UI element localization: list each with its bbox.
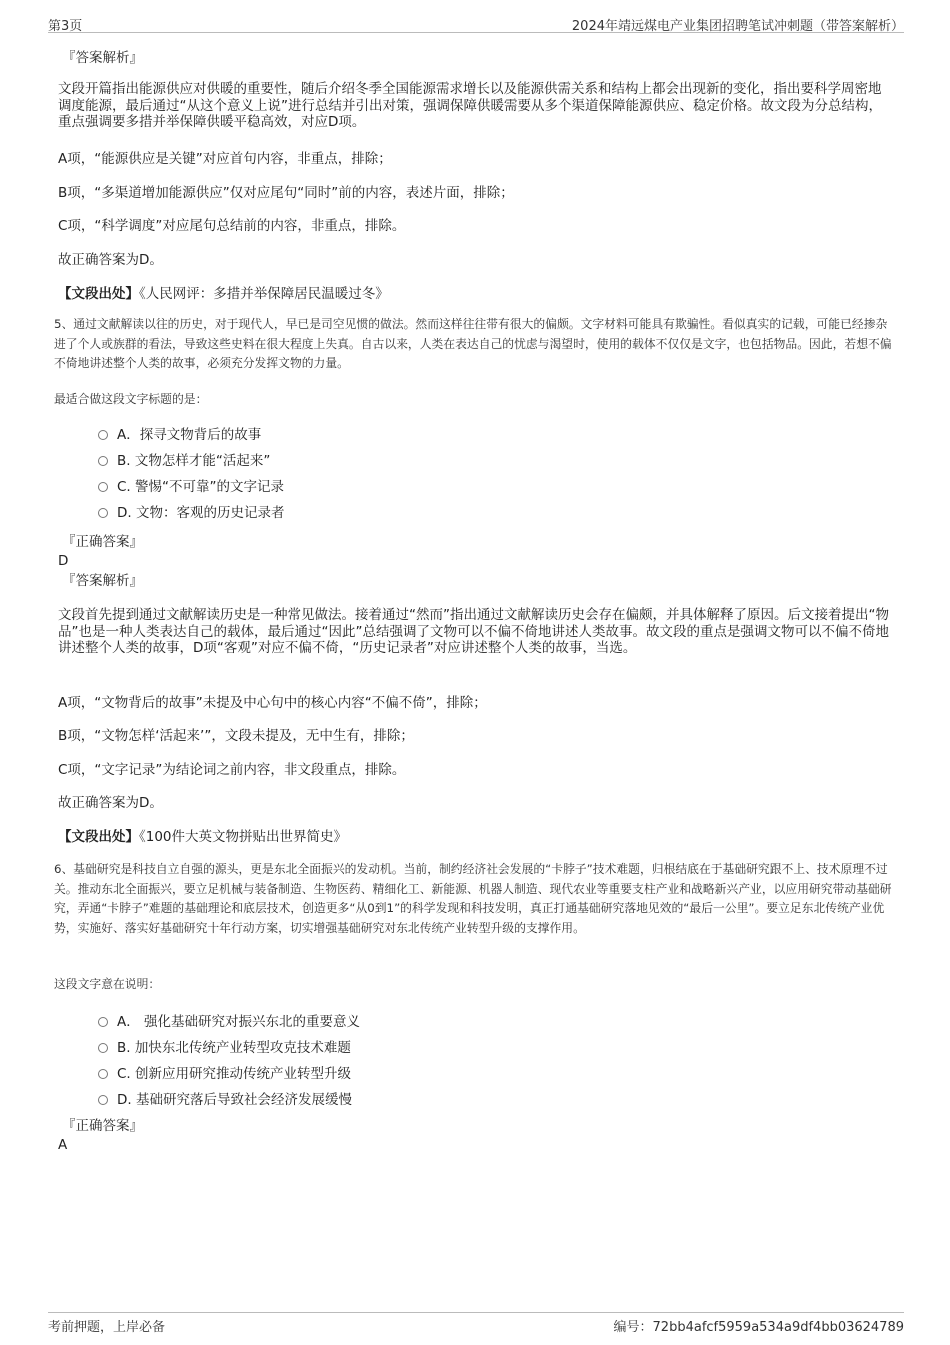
q4-point-b: B项，“多渠道增加能源供应”仅对应尾句“同时”前的内容，表述片面，排除；	[58, 185, 514, 201]
q5-option-a[interactable]	[98, 426, 261, 444]
q6-option-b[interactable]	[98, 1039, 351, 1057]
page-number: 第3页	[48, 19, 83, 34]
q4-source-text: 《人民网评：多措并举保障居民温暖过冬》	[139, 286, 389, 302]
page-footer	[48, 1312, 904, 1335]
document-title: 2024年靖远煤电产业集团招聘笔试冲刺题（带答案解析）	[571, 19, 904, 34]
q5-option-a-text: A．探寻文物背后的故事	[117, 427, 262, 443]
footer-slogan: 考前押题，上岸必备	[48, 1320, 166, 1335]
q4-conclusion: 故正确答案为D。	[58, 252, 163, 268]
radio-icon[interactable]	[98, 482, 108, 492]
page-header	[48, 14, 904, 33]
radio-icon[interactable]	[98, 508, 108, 518]
q5-option-b-text: B. 文物怎样才能“活起来”	[117, 453, 271, 469]
radio-icon[interactable]	[98, 430, 108, 440]
q6-option-c-text: C. 创新应用研究推动传统产业转型升级	[117, 1066, 352, 1082]
q5-stem: 5、通过文献解读以往的历史，对于现代人，早已是司空见惯的做法。然而这样往往带有很大的偏颇。文字材料可能具有欺骗性。看似真实的记载，可能已经掺杂进了个人或族群的看法，导致这些史料在很大程度上失真。自古以来，人类在表达自己的忧虑与渴望时，使用的载体不仅仅是文字，也包括物品。因此，若想不偏不倚地讲述整个人类的故事，必须充分发挥文物的力量。	[54, 317, 892, 370]
q5-point-b: B项，“文物怎样‘活起来’”，文段未提及，无中生有，排除；	[58, 728, 414, 744]
q5-option-d[interactable]	[98, 504, 284, 522]
radio-icon[interactable]	[98, 1017, 108, 1027]
q5-analysis-text: 文段首先提到通过文献解读历史是一种常见做法。接着通过“然而”指出通过文献解读历史会存在偏颇，并具体解释了原因。后文接着提出“物品”也是一种人类表达自己的载体，最后通过“因此”总结强调了文物可以不偏不倚地讲述人类故事。故文段的重点是强调文物可以不偏不倚地讲述整个人类的故事，D项“客观”对应不偏不倚，“历史记录者”对应讲述整个人类的故事，当选。	[58, 607, 889, 656]
q6-answer-label: 『正确答案』	[62, 1118, 143, 1134]
q6-option-b-text: B. 加快东北传统产业转型攻克技术难题	[117, 1040, 351, 1056]
q5-option-c-text: C. 警惕“不可靠”的文字记录	[117, 479, 284, 495]
q5-answer: D	[58, 553, 69, 569]
radio-icon[interactable]	[98, 1095, 108, 1105]
q4-analysis-label: 『答案解析』	[62, 50, 143, 66]
q5-option-b[interactable]	[98, 452, 270, 470]
q6-option-a-text: A． 强化基础研究对振兴东北的重要意义	[117, 1014, 361, 1030]
q5-conclusion: 故正确答案为D。	[58, 795, 163, 811]
q5-source	[58, 829, 347, 846]
radio-icon[interactable]	[98, 1043, 108, 1053]
q6-option-a[interactable]	[98, 1013, 360, 1031]
q4-analysis-text: 文段开篇指出能源供应对供暖的重要性，随后介绍冬季全国能源需求增长以及能源供需关系和结构上都会出现新的变化，指出要科学周密地调度能源，最后通过“从这个意义上说”进行总结并引出对策，强调保障供暖需要从多个渠道保障能源供应、稳定价格。故文段为分总结构，重点强调要多措并举保障供暖平稳高效，对应D项。	[58, 81, 882, 130]
q6-option-d-text: D. 基础研究落后导致社会经济发展缓慢	[117, 1092, 352, 1108]
q5-source-text: 《100件大英文物拼贴出世界简史》	[139, 829, 348, 845]
document-code: 编号：72bb4afcf5959a534a9df4bb03624789	[613, 1320, 904, 1335]
q5-answer-label: 『正确答案』	[62, 534, 143, 550]
q5-option-c[interactable]	[98, 478, 284, 496]
q5-point-a: A项，“文物背后的故事”未提及中心句中的核心内容“不偏不倚”，排除；	[58, 695, 487, 711]
radio-icon[interactable]	[98, 456, 108, 466]
q4-source-label: 【文段出处】	[58, 286, 139, 302]
q4-source	[58, 286, 389, 303]
q5-option-d-text: D. 文物：客观的历史记录者	[117, 505, 285, 521]
q5-analysis-label: 『答案解析』	[62, 573, 143, 589]
q4-point-a: A项，“能源供应是关键”对应首句内容，非重点，排除；	[58, 151, 392, 167]
q6-stem: 6、基础研究是科技自立自强的源头，更是东北全面振兴的发动机。当前，制约经济社会发展的“卡脖子”技术难题，归根结底在于基础研究跟不上、技术原理不过关。推动东北全面振兴，要立足机械与装备制造、生物医药、精细化工、新能源、机器人制造、现代农业等重要支柱产业和战略新兴产业，以应用研究带动基础研究，弄通“卡脖子”难题的基础理论和底层技术，创造更多“从0到1”的科学发现和科技发明，真正打通基础研究落地见效的“最后一公里”。要立足东北传统产业优势，实施好、落实好基础研究十年行动方案，切实增强基础研究对东北传统产业转型升级的支撑作用。	[54, 862, 892, 935]
q6-option-c[interactable]	[98, 1065, 351, 1083]
q6-answer: A	[58, 1137, 68, 1153]
q4-point-c: C项，“科学调度”对应尾句总结前的内容，非重点，排除。	[58, 218, 406, 234]
radio-icon[interactable]	[98, 1069, 108, 1079]
q6-prompt: 这段文字意在说明：	[54, 977, 161, 991]
q6-option-d[interactable]	[98, 1091, 352, 1109]
q5-source-label: 【文段出处】	[58, 829, 139, 845]
q5-prompt: 最适合做这段文字标题的是：	[54, 392, 208, 406]
q5-point-c: C项，“文字记录”为结论词之前内容，非文段重点，排除。	[58, 762, 406, 778]
